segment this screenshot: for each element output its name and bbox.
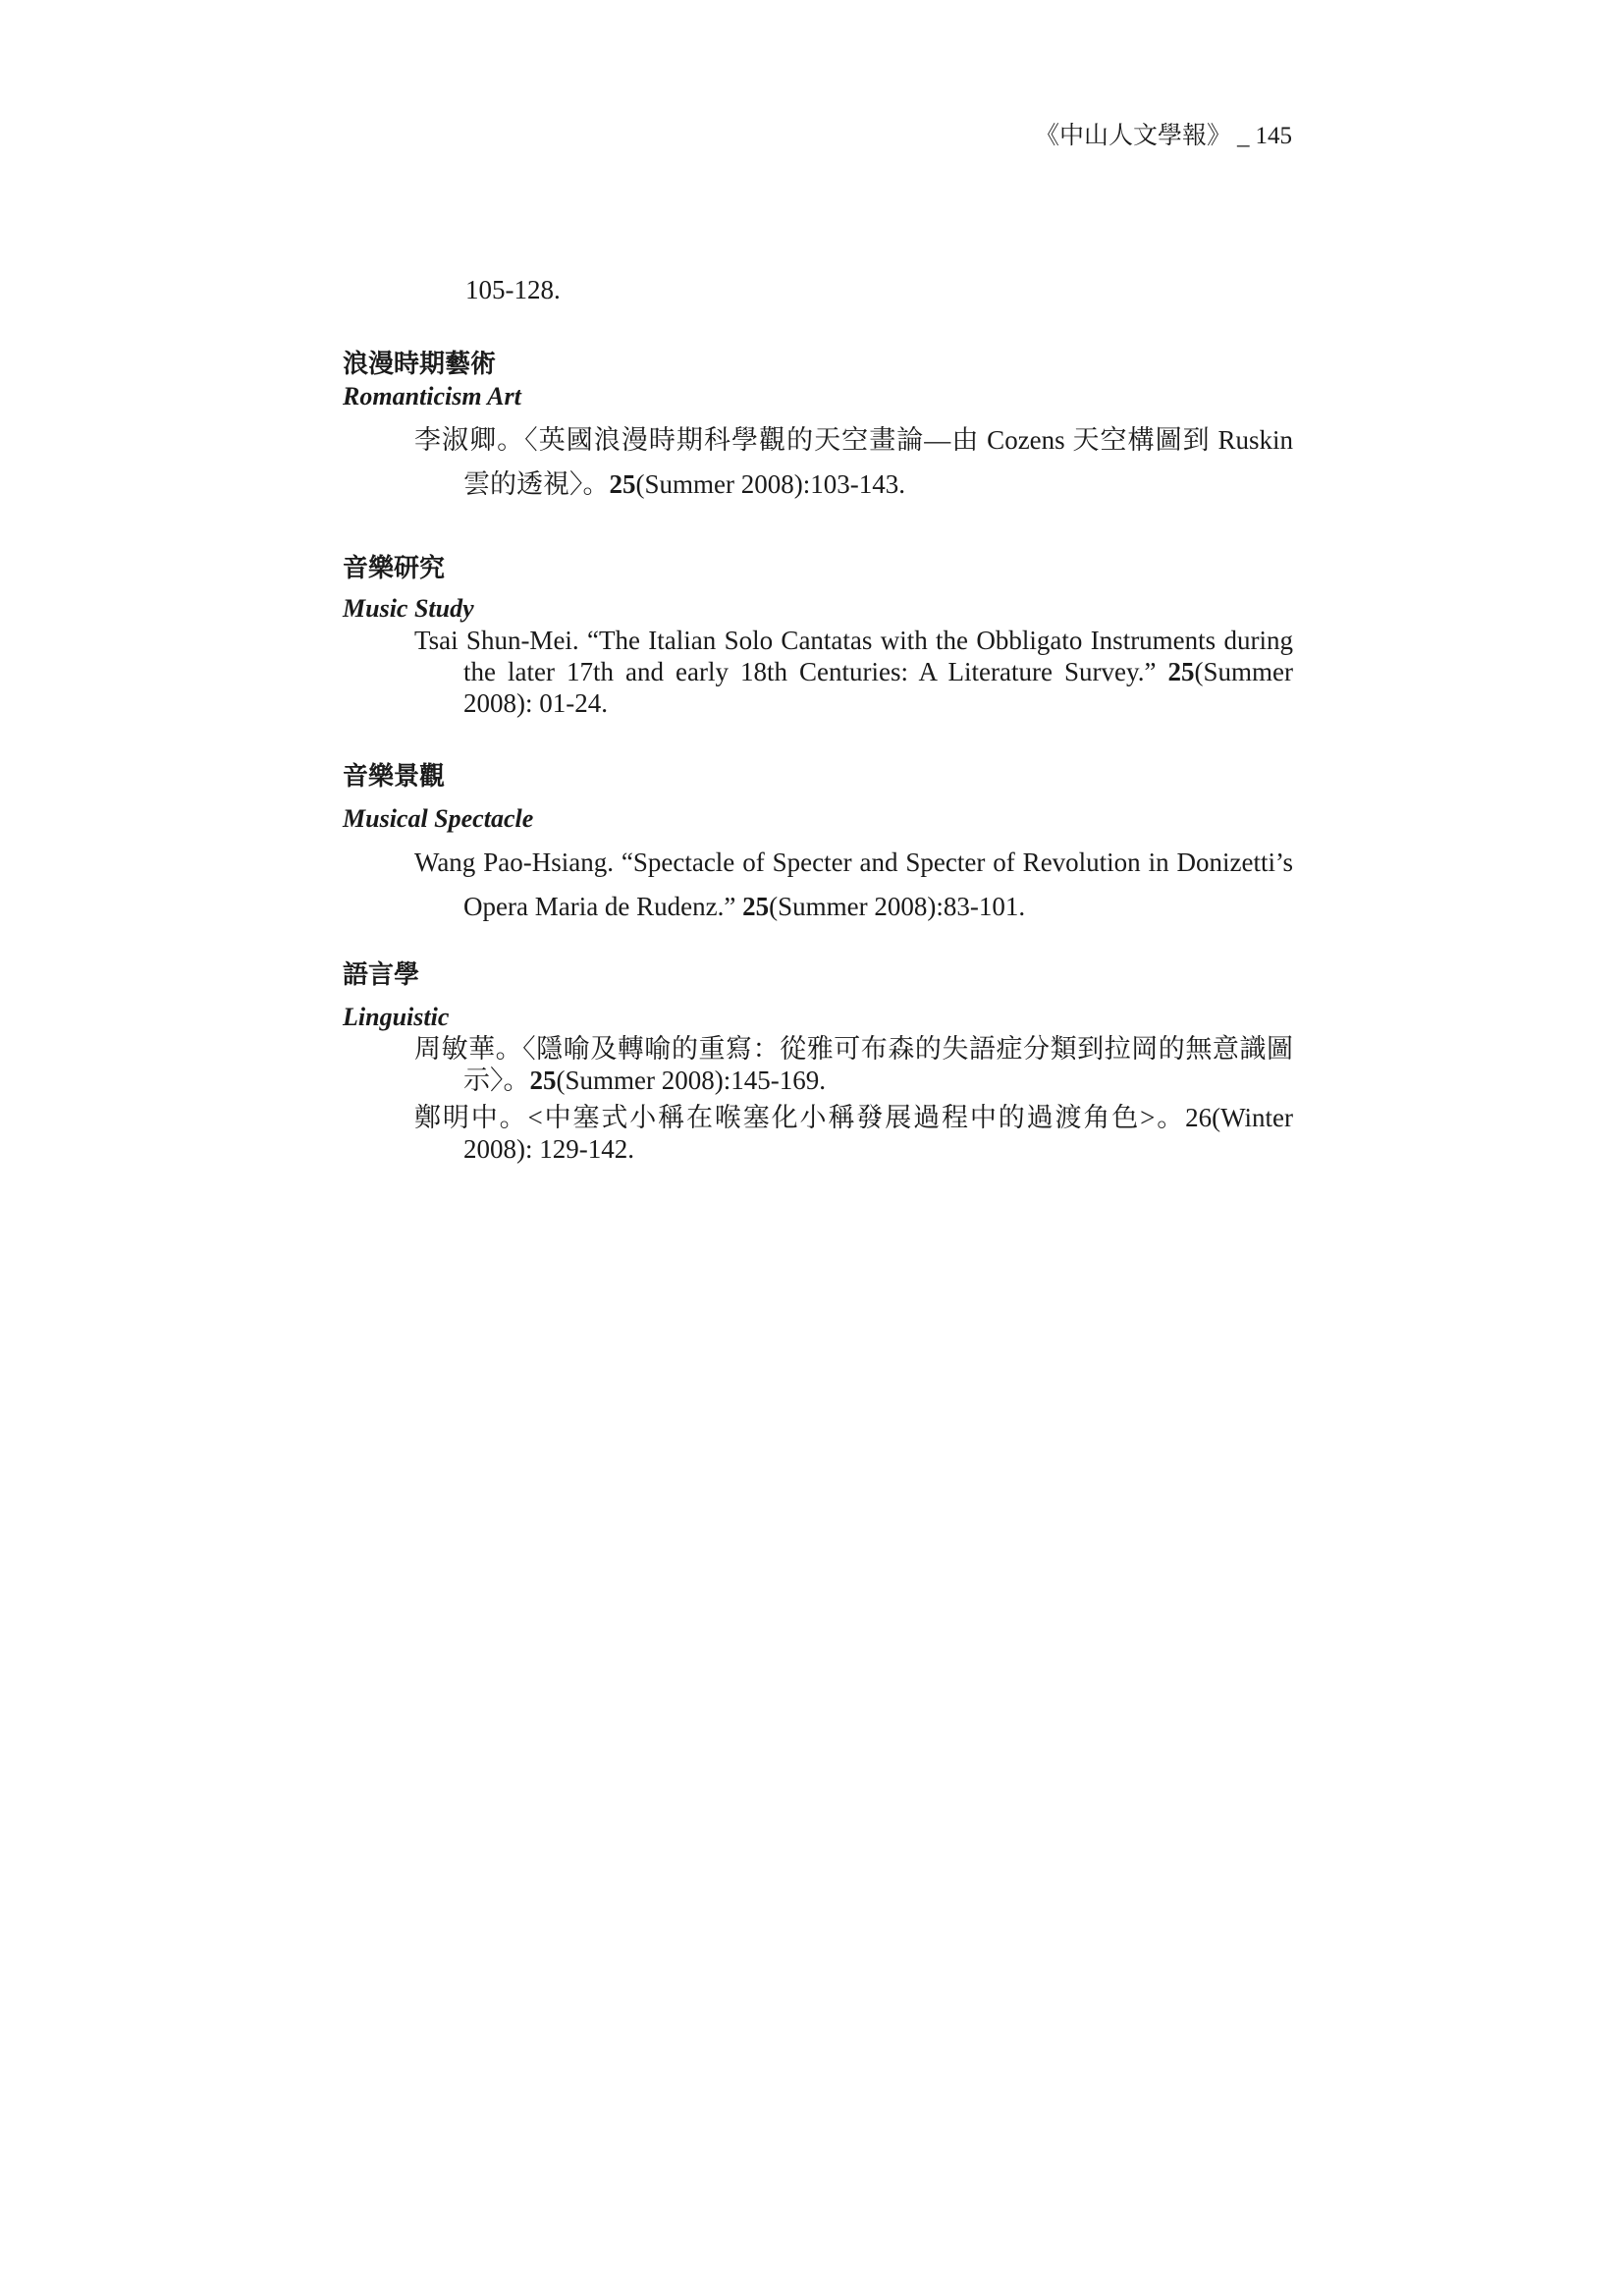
- entry-pages: (Summer 2008):83-101.: [769, 892, 1026, 921]
- entry-text: 李淑卿。〈英國浪漫時期科學觀的天空畫論—由 Cozens 天空構圖到 Ruskin 雲的透視〉。: [414, 425, 1293, 499]
- bibliography-entry: [414, 841, 1293, 929]
- category-heading-en: Linguistic: [343, 1003, 450, 1031]
- section-linguistic: [343, 958, 1293, 1165]
- entry-text: Wang Pao-Hsiang. “Spectacle of Specter and Specter of Revolution in Donizetti’s Opera Maria de Rudenz.”: [414, 847, 1293, 921]
- entry-pages: (Summer 2008):145-169.: [556, 1066, 826, 1095]
- bibliography-entry: [414, 1102, 1293, 1165]
- entry-volume: 25: [742, 892, 770, 921]
- category-heading-zh: 浪漫時期藝術: [343, 350, 497, 379]
- category-heading-zh: 語言學: [343, 960, 420, 990]
- entry-volume: 25: [529, 1066, 557, 1095]
- entry-text: 鄭明中。<中塞式小稱在喉塞化小稱發展過程中的過渡角色>。26(Winter 2008): 129-142.: [414, 1103, 1293, 1164]
- category-heading-en: Romanticism Art: [343, 382, 521, 410]
- header-separator: _: [1237, 123, 1250, 149]
- entry-text: Tsai Shun-Mei. “The Italian Solo Cantatas with the Obbligato Instruments during the later 17th and early 18th Centuries: A Literature Survey.”: [414, 626, 1293, 686]
- entry-pages: (Summer 2008):103-143.: [635, 469, 905, 499]
- page-number: 145: [1255, 123, 1292, 149]
- entry-volume: 25: [609, 469, 636, 499]
- bibliography-entry: [414, 1033, 1293, 1096]
- running-header: [982, 116, 1292, 151]
- journal-title: 《中山人文學報》: [1034, 123, 1231, 149]
- category-heading-en: Musical Spectacle: [343, 804, 534, 833]
- bibliography-entry: [414, 418, 1293, 507]
- category-heading-zh: 音樂研究: [343, 554, 446, 583]
- category-heading-en: Music Study: [343, 594, 474, 623]
- bibliography-entry: [414, 625, 1293, 719]
- continued-entry-text: 105-128.: [465, 275, 561, 304]
- section-music-study: [343, 552, 1293, 719]
- entry-pages: (Summer 2008): 01-24.: [463, 657, 1293, 718]
- entry-volume: 25: [1167, 657, 1195, 686]
- entry-text: 周敏華。〈隱喻及轉喻的重寫：從雅可布森的失語症分類到拉岡的無意識圖示〉。: [414, 1034, 1293, 1095]
- category-heading-zh: 音樂景觀: [343, 762, 446, 792]
- section-musical-spectacle: [343, 760, 1293, 929]
- section-romanticism-art: [343, 348, 1293, 507]
